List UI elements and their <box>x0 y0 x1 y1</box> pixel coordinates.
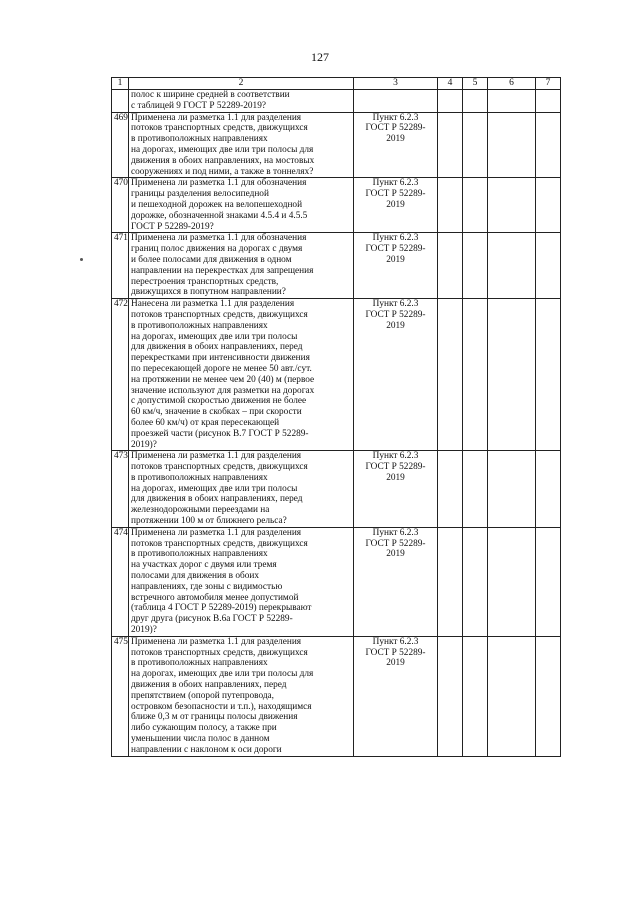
stray-mark <box>80 258 83 261</box>
item-number: 475 <box>112 636 129 756</box>
question-line: в противоположных направлениях <box>131 472 268 483</box>
reference-line: 2019 <box>386 320 405 331</box>
question-line: направлениях, где зоны с видимостью <box>131 581 283 592</box>
answer-no-cell[interactable] <box>463 527 488 636</box>
question-line: друг друга (рисунок В.6а ГОСТ Р 52289- <box>131 614 293 625</box>
question-text <box>129 299 354 451</box>
question-line: в противоположных направлениях <box>131 134 268 145</box>
question-line: и более полосами для движения в одном <box>131 254 292 265</box>
question-line: на дорогах, имеющих две или три полосы <box>131 483 298 494</box>
question-line: Нанесена ли разметка 1.1 для разделения <box>131 299 295 310</box>
reference-line: ГОСТ Р 52289- <box>365 538 426 549</box>
question-line: потоков транспортных средств, движущихся <box>131 538 308 549</box>
question-line: сооружениях и под ними, а также в тоннелях? <box>131 166 314 177</box>
column-header: 4 <box>438 78 463 90</box>
column-header: 3 <box>354 78 438 90</box>
answer-no-cell[interactable] <box>463 112 488 178</box>
question-line: уменьшении числа полос в данном <box>131 734 270 745</box>
answer-no-cell[interactable] <box>463 299 488 451</box>
question-text <box>129 90 354 113</box>
question-line: полос к ширине средней в соответствии <box>131 90 290 100</box>
reference-line: 2019 <box>386 549 405 560</box>
table-row <box>112 299 561 451</box>
notes-cell[interactable] <box>488 299 536 451</box>
item-number: 474 <box>112 527 129 636</box>
question-line: на дорогах, имеющих две или три полосы <box>131 331 298 342</box>
question-line: ГОСТ Р 52289-2019? <box>131 221 214 232</box>
reference-line: 2019 <box>386 472 405 483</box>
extra-cell[interactable] <box>536 178 561 233</box>
answer-no-cell[interactable] <box>463 90 488 113</box>
requirement-reference <box>354 451 438 528</box>
question-line: проезжей части (рисунок В.7 ГОСТ Р 52289- <box>131 428 309 439</box>
table-row <box>112 178 561 233</box>
notes-cell[interactable] <box>488 178 536 233</box>
page-number: 127 <box>311 50 329 64</box>
question-line: на дорогах, имеющих две или три полосы для <box>131 144 314 155</box>
question-line: протяжении 100 м от ближнего рельса? <box>131 516 287 527</box>
question-line: 60 км/ч, значение в скобках – при скорости <box>131 407 302 418</box>
question-line: направлении с наклоном к оси дороги <box>131 744 282 755</box>
reference-line: Пункт 6.2.3 <box>372 299 419 310</box>
answer-yes-cell[interactable] <box>438 299 463 451</box>
requirement-reference <box>354 636 438 756</box>
question-line: ближе 0,3 м от границы полосы движения <box>131 712 298 723</box>
reference-line: 2019 <box>386 134 405 145</box>
question-line: движущихся в попутном направлении? <box>131 287 286 298</box>
answer-yes-cell[interactable] <box>438 527 463 636</box>
table-row <box>112 451 561 528</box>
question-line: на участках дорог с двумя или тремя <box>131 560 277 571</box>
question-text <box>129 178 354 233</box>
item-number: 470 <box>112 178 129 233</box>
question-line: границ полос движения на дорогах с двумя <box>131 244 303 255</box>
question-line: Применена ли разметка 1.1 для обозначения <box>131 233 307 244</box>
answer-no-cell[interactable] <box>463 178 488 233</box>
table-row <box>112 90 561 113</box>
question-line: с таблицей 9 ГОСТ Р 52289-2019? <box>131 100 266 111</box>
question-line: по пересекающей дороге не менее 50 авт./сут. <box>131 363 312 374</box>
extra-cell[interactable] <box>536 299 561 451</box>
reference-line: ГОСТ Р 52289- <box>365 123 426 134</box>
question-line: 2019)? <box>131 625 157 636</box>
table-row <box>112 636 561 756</box>
requirement-reference <box>354 178 438 233</box>
item-number: 472 <box>112 299 129 451</box>
notes-cell[interactable] <box>488 233 536 299</box>
question-line: значение используют для разметки на дорогах <box>131 385 315 396</box>
question-line: и пешеходной дорожек на велопешеходной <box>131 199 303 210</box>
requirement-reference <box>354 112 438 178</box>
reference-line: 2019 <box>386 199 405 210</box>
question-line: либо сужающим полосу, а также при <box>131 723 277 734</box>
answer-yes-cell[interactable] <box>438 233 463 299</box>
question-line: движения в обоих направлениях, на мостовых <box>131 155 315 166</box>
question-line: Применена ли разметка 1.1 для обозначения <box>131 178 307 189</box>
question-text <box>129 233 354 299</box>
question-text <box>129 451 354 528</box>
reference-line: Пункт 6.2.3 <box>372 178 419 189</box>
extra-cell[interactable] <box>536 90 561 113</box>
reference-line: Пункт 6.2.3 <box>372 451 419 462</box>
column-header: 7 <box>536 78 561 90</box>
question-line: потоков транспортных средств, движущихся <box>131 462 308 473</box>
answer-yes-cell[interactable] <box>438 451 463 528</box>
answer-yes-cell[interactable] <box>438 178 463 233</box>
extra-cell[interactable] <box>536 527 561 636</box>
reference-line: ГОСТ Р 52289- <box>365 244 426 255</box>
requirement-reference <box>354 527 438 636</box>
question-line: Применена ли разметка 1.1 для разделения <box>131 451 302 462</box>
question-line: островком безопасности и т.п.), находящимся <box>131 701 312 712</box>
reference-line: Пункт 6.2.3 <box>372 636 419 647</box>
extra-cell[interactable] <box>536 636 561 756</box>
column-header: 6 <box>488 78 536 90</box>
extra-cell[interactable] <box>536 233 561 299</box>
notes-cell[interactable] <box>488 636 536 756</box>
answer-no-cell[interactable] <box>463 233 488 299</box>
question-line: направлении на перекрестках для запрещения <box>131 265 314 276</box>
table-row <box>112 527 561 636</box>
column-header: 2 <box>129 78 354 90</box>
question-line: Применена ли разметка 1.1 для разделения <box>131 527 302 538</box>
question-line: с допустимой скоростью движения не более <box>131 396 307 407</box>
reference-line: 2019 <box>386 658 405 669</box>
column-header: 5 <box>463 78 488 90</box>
question-line: полосами для движения в обоих <box>131 571 259 582</box>
question-line: границы разделения велосипедной <box>131 189 269 200</box>
question-line: (таблица 4 ГОСТ Р 52289-2019) перекрывают <box>131 603 312 614</box>
table-body <box>112 90 561 757</box>
reference-line: ГОСТ Р 52289- <box>365 309 426 320</box>
notes-cell[interactable] <box>488 527 536 636</box>
reference-line: 2019 <box>386 254 405 265</box>
question-line: препятствием (опорой путепровода, <box>131 690 275 701</box>
question-line: железнодорожными переездами на <box>131 505 270 516</box>
reference-line: ГОСТ Р 52289- <box>365 647 426 658</box>
question-line: Применена ли разметка 1.1 для разделения <box>131 636 302 647</box>
reference-line: ГОСТ Р 52289- <box>365 462 426 473</box>
question-text <box>129 527 354 636</box>
question-line: для движения в обоих направлениях, перед <box>131 342 303 353</box>
question-line: для движения в обоих направлениях, перед <box>131 494 303 505</box>
item-number <box>112 90 129 113</box>
question-line: потоков транспортных средств, движущихся <box>131 309 308 320</box>
question-text <box>129 636 354 756</box>
answer-no-cell[interactable] <box>463 451 488 528</box>
column-header: 1 <box>112 78 129 90</box>
item-number: 471 <box>112 233 129 299</box>
table-header <box>112 78 561 90</box>
notes-cell[interactable] <box>488 112 536 178</box>
question-line: Применена ли разметка 1.1 для разделения <box>131 112 302 123</box>
question-line: движения в обоих направлениях, перед <box>131 680 287 691</box>
question-line: в противоположных направлениях <box>131 549 268 560</box>
question-line: более 60 км/ч) от края пересекающей <box>131 417 280 428</box>
checklist-table <box>111 77 561 757</box>
question-line: на протяжении не менее чем 20 (40) м (первое <box>131 374 315 385</box>
question-line: встречного автомобиля менее допустимой <box>131 592 299 603</box>
question-line: потоков транспортных средств, движущихся <box>131 123 308 134</box>
requirement-reference <box>354 90 438 113</box>
question-line: перестроения транспортных средств, <box>131 276 279 287</box>
notes-cell[interactable] <box>488 90 536 113</box>
requirement-reference <box>354 233 438 299</box>
requirement-reference <box>354 299 438 451</box>
question-text <box>129 112 354 178</box>
reference-line: Пункт 6.2.3 <box>372 233 419 244</box>
question-line: 2019)? <box>131 439 157 450</box>
question-line: в противоположных направлениях <box>131 320 268 331</box>
notes-cell[interactable] <box>488 451 536 528</box>
header-row <box>112 78 561 90</box>
answer-yes-cell[interactable] <box>438 90 463 113</box>
extra-cell[interactable] <box>536 451 561 528</box>
reference-line: Пункт 6.2.3 <box>372 112 419 123</box>
table-row <box>112 112 561 178</box>
item-number: 469 <box>112 112 129 178</box>
answer-yes-cell[interactable] <box>438 636 463 756</box>
answer-yes-cell[interactable] <box>438 112 463 178</box>
question-line: дорожке, обозначенной знаками 4.5.4 и 4.5.5 <box>131 210 308 221</box>
question-line: в противоположных направлениях <box>131 658 268 669</box>
answer-no-cell[interactable] <box>463 636 488 756</box>
table-row <box>112 233 561 299</box>
reference-line: ГОСТ Р 52289- <box>365 189 426 200</box>
question-line: на дорогах, имеющих две или три полосы для <box>131 669 314 680</box>
question-line: потоков транспортных средств, движущихся <box>131 647 308 658</box>
reference-line: Пункт 6.2.3 <box>372 527 419 538</box>
item-number: 473 <box>112 451 129 528</box>
question-line: перекрестками при интенсивности движения <box>131 353 310 364</box>
extra-cell[interactable] <box>536 112 561 178</box>
